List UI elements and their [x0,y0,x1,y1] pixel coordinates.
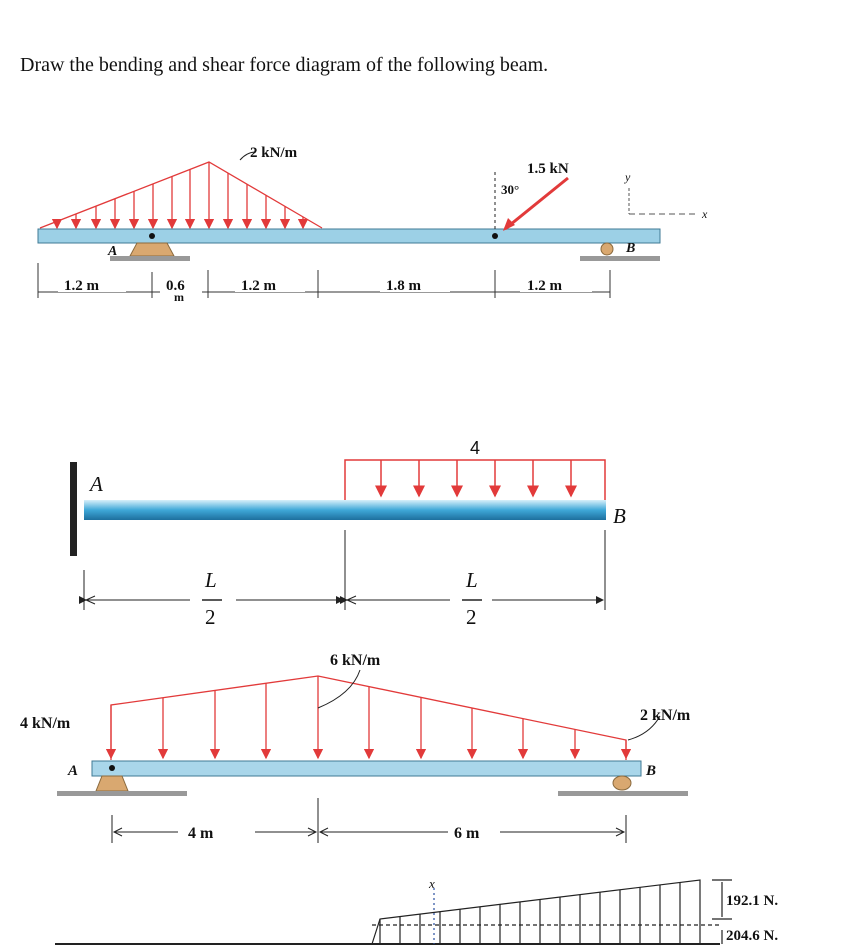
frac2-den: 2 [466,605,477,629]
value-204: 204.6 N. [726,928,779,944]
frac2-num: L [466,568,478,592]
roller-support-b [601,243,613,255]
question-text: Draw the bending and shear force diagram of the following beam. [20,54,549,76]
triangular-load [40,162,322,228]
frac1-num: L [205,568,217,592]
support-b-label: B [626,241,636,256]
distributed-load-label: 2 kN/m [250,145,298,161]
force-label: 1.5 kN [527,161,569,177]
axis-x-label: x [702,207,708,221]
frac1-den: 2 [205,605,216,629]
beam-3 [92,761,641,776]
beam-1 [38,229,660,243]
figure-2 [70,438,626,629]
fixed-end-label: A [90,472,103,496]
peak-load-label: 6 kN/m [330,652,381,669]
roller-support-b-3 [613,776,631,790]
section-x-label: x [429,876,435,891]
pin-support-a-3 [96,776,128,791]
support-b-label-3: B [646,763,657,779]
right-load-label: 2 kN/m [640,707,691,724]
dim-4m: 4 m [188,825,214,842]
ground-a [110,256,190,261]
axes-icon [629,188,698,214]
ground-b [580,256,660,261]
fixed-wall [70,462,77,556]
support-a-label: A [108,244,118,259]
angle-label: 30° [501,182,520,197]
uniform-load [345,460,605,500]
linear-load [372,880,720,944]
figure-3 [20,652,691,843]
load-point [492,233,498,239]
left-load-label: 4 kN/m [20,715,71,732]
ground-b-3 [558,791,688,796]
dim-4: 1.8 m [386,278,421,294]
figure-4 [55,876,778,944]
hinge-point [149,233,155,239]
dimension-lines-2 [84,530,605,610]
dim-1: 1.2 m [64,278,99,294]
ground-a-3 [57,791,187,796]
figure-1 [38,145,708,304]
trapezoidal-load [111,676,626,760]
free-end-label: B [613,504,626,528]
dim-5: 1.2 m [527,278,562,294]
dim-2-unit: m [174,290,184,304]
load-annotation: 4 [470,438,481,458]
pin-support-a [130,243,174,256]
dim-3: 1.2 m [241,278,276,294]
dim-6m: 6 m [454,825,480,842]
dim-2: 0.6 [166,278,185,294]
pin-point [109,765,115,771]
axis-y-label: y [625,170,631,184]
value-192: 192.1 N. [726,893,779,909]
support-a-label-3: A [68,763,79,779]
beam-2 [84,500,606,520]
